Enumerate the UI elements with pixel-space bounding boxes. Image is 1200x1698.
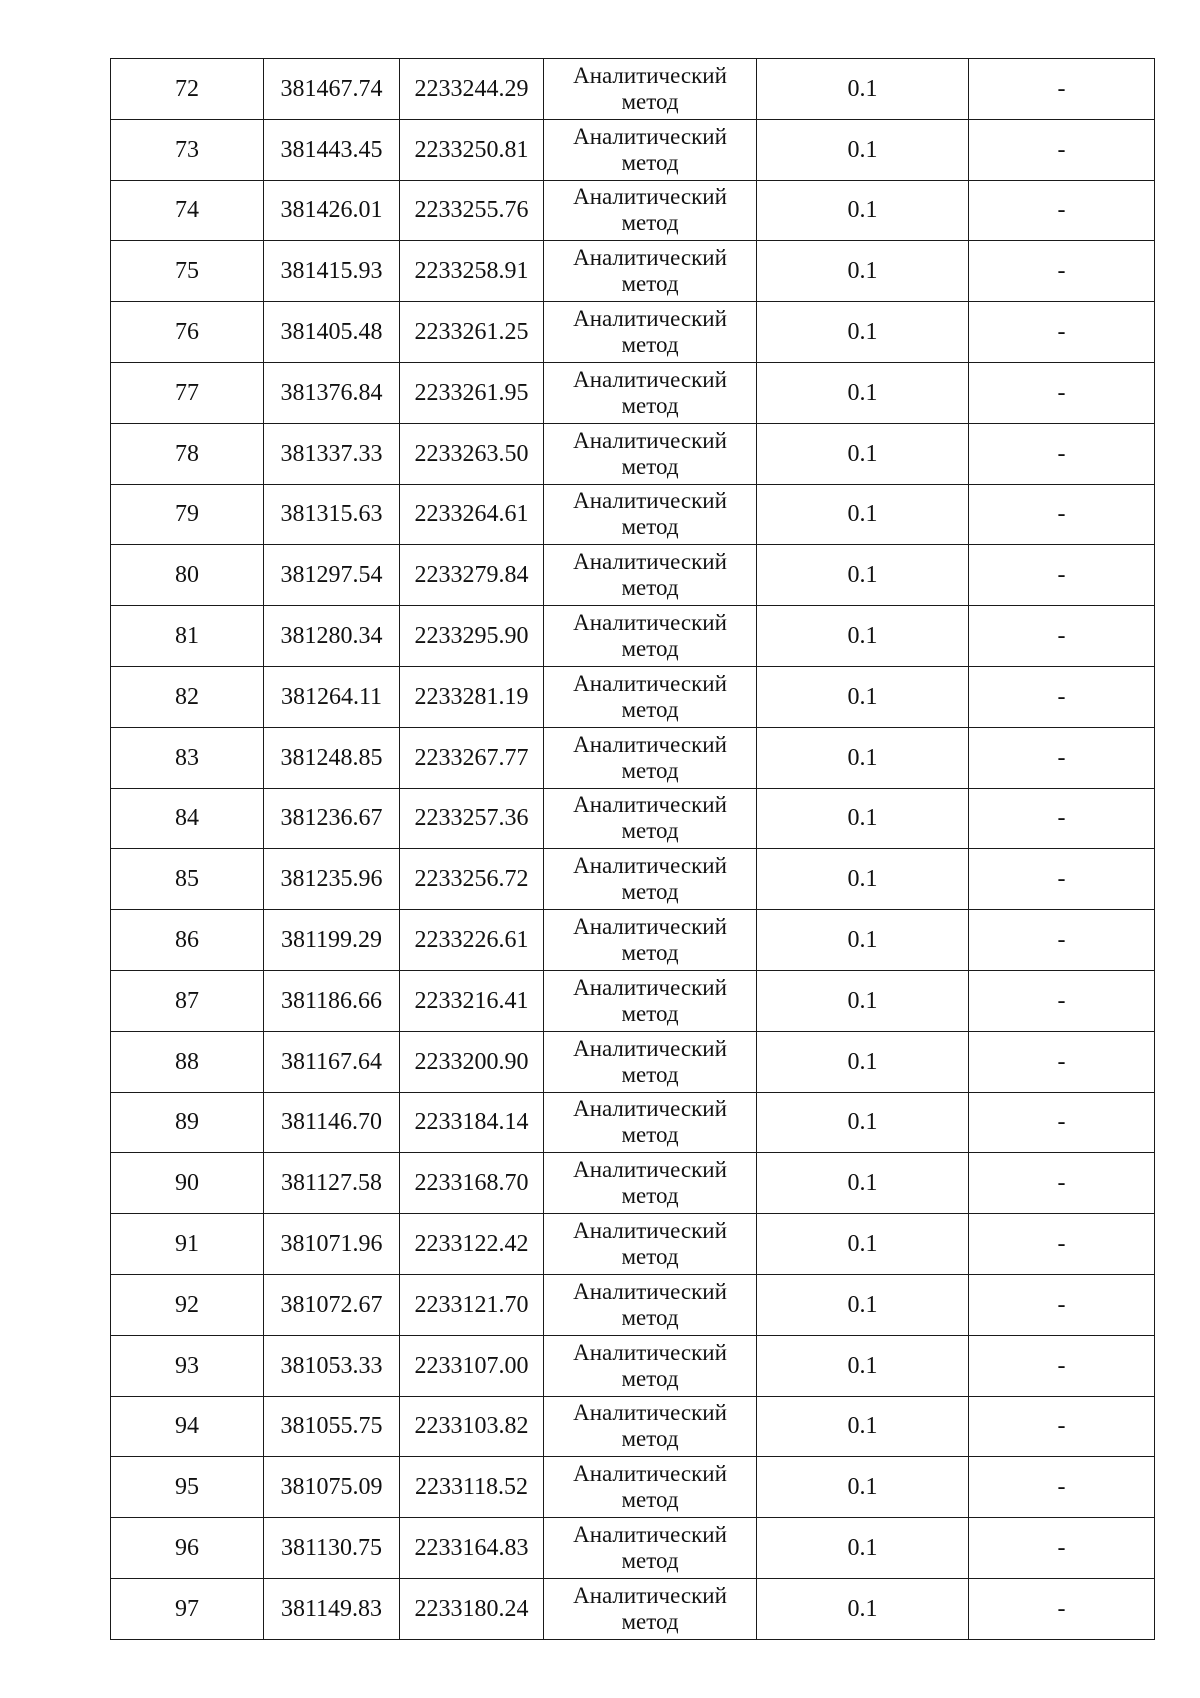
precision-cell: 0.1 [757, 423, 969, 484]
method-label-line2: метод [621, 1426, 679, 1452]
method-cell [544, 910, 757, 971]
method-label-line1: Аналитический [573, 610, 727, 636]
method-label-line1: Аналитический [573, 1035, 727, 1061]
point-number-cell: 72 [111, 59, 264, 120]
point-number-cell: 77 [111, 362, 264, 423]
x-coordinate-cell: 381467.74 [264, 59, 400, 120]
y-coordinate-cell: 2233168.70 [400, 1153, 544, 1214]
table-row [111, 241, 1155, 302]
y-coordinate-cell: 2233256.72 [400, 849, 544, 910]
note-cell: - [969, 180, 1155, 241]
x-coordinate-cell: 381315.63 [264, 484, 400, 545]
method-label-line1: Аналитический [573, 549, 727, 575]
method-label-line2: метод [621, 1487, 679, 1513]
method-cell [544, 1153, 757, 1214]
table-row [111, 1153, 1155, 1214]
method-label-line1: Аналитический [573, 1339, 727, 1365]
table-row [111, 788, 1155, 849]
table-row [111, 849, 1155, 910]
point-number-cell: 97 [111, 1578, 264, 1639]
method-cell [544, 727, 757, 788]
table-row [111, 545, 1155, 606]
note-cell: - [969, 1457, 1155, 1518]
y-coordinate-cell: 2233261.25 [400, 302, 544, 363]
x-coordinate-cell: 381167.64 [264, 1031, 400, 1092]
note-cell: - [969, 362, 1155, 423]
note-cell: - [969, 606, 1155, 667]
method-label-line1: Аналитический [573, 1157, 727, 1183]
point-number-cell: 83 [111, 727, 264, 788]
method-label-line2: метод [621, 210, 679, 236]
coordinates-table [110, 58, 1155, 1640]
precision-cell: 0.1 [757, 788, 969, 849]
table-row [111, 1031, 1155, 1092]
x-coordinate-cell: 381376.84 [264, 362, 400, 423]
method-label-line1: Аналитический [573, 1278, 727, 1304]
method-label-line2: метод [621, 1608, 679, 1634]
table-row [111, 180, 1155, 241]
table-row [111, 59, 1155, 120]
note-cell: - [969, 910, 1155, 971]
y-coordinate-cell: 2233295.90 [400, 606, 544, 667]
y-coordinate-cell: 2233121.70 [400, 1274, 544, 1335]
point-number-cell: 86 [111, 910, 264, 971]
y-coordinate-cell: 2233281.19 [400, 666, 544, 727]
method-cell [544, 788, 757, 849]
note-cell: - [969, 1092, 1155, 1153]
table-row [111, 484, 1155, 545]
x-coordinate-cell: 381130.75 [264, 1518, 400, 1579]
method-label-line1: Аналитический [573, 427, 727, 453]
table-row [111, 119, 1155, 180]
point-number-cell: 84 [111, 788, 264, 849]
precision-cell: 0.1 [757, 1335, 969, 1396]
y-coordinate-cell: 2233261.95 [400, 362, 544, 423]
x-coordinate-cell: 381280.34 [264, 606, 400, 667]
precision-cell: 0.1 [757, 1092, 969, 1153]
note-cell: - [969, 666, 1155, 727]
precision-cell: 0.1 [757, 1214, 969, 1275]
method-cell [544, 1396, 757, 1457]
table-row [111, 1457, 1155, 1518]
y-coordinate-cell: 2233118.52 [400, 1457, 544, 1518]
point-number-cell: 74 [111, 180, 264, 241]
precision-cell: 0.1 [757, 1274, 969, 1335]
method-cell [544, 1518, 757, 1579]
method-label-line2: метод [621, 514, 679, 540]
method-cell [544, 1214, 757, 1275]
precision-cell: 0.1 [757, 362, 969, 423]
point-number-cell: 89 [111, 1092, 264, 1153]
precision-cell: 0.1 [757, 1457, 969, 1518]
precision-cell: 0.1 [757, 970, 969, 1031]
precision-cell: 0.1 [757, 241, 969, 302]
x-coordinate-cell: 381149.83 [264, 1578, 400, 1639]
table-row [111, 302, 1155, 363]
method-label-line2: метод [621, 636, 679, 662]
method-cell [544, 241, 757, 302]
method-label-line2: метод [621, 453, 679, 479]
x-coordinate-cell: 381443.45 [264, 119, 400, 180]
table-row [111, 362, 1155, 423]
y-coordinate-cell: 2233107.00 [400, 1335, 544, 1396]
x-coordinate-cell: 381055.75 [264, 1396, 400, 1457]
table-row [111, 1092, 1155, 1153]
method-cell [544, 545, 757, 606]
method-label-line1: Аналитический [573, 1461, 727, 1487]
method-cell [544, 362, 757, 423]
table-row [111, 606, 1155, 667]
x-coordinate-cell: 381053.33 [264, 1335, 400, 1396]
precision-cell: 0.1 [757, 1518, 969, 1579]
point-number-cell: 80 [111, 545, 264, 606]
x-coordinate-cell: 381248.85 [264, 727, 400, 788]
y-coordinate-cell: 2233263.50 [400, 423, 544, 484]
method-label-line2: метод [621, 1548, 679, 1574]
point-number-cell: 90 [111, 1153, 264, 1214]
x-coordinate-cell: 381186.66 [264, 970, 400, 1031]
x-coordinate-cell: 381297.54 [264, 545, 400, 606]
y-coordinate-cell: 2233258.91 [400, 241, 544, 302]
method-cell [544, 970, 757, 1031]
note-cell: - [969, 119, 1155, 180]
note-cell: - [969, 1335, 1155, 1396]
y-coordinate-cell: 2233216.41 [400, 970, 544, 1031]
precision-cell: 0.1 [757, 1578, 969, 1639]
note-cell: - [969, 545, 1155, 606]
method-label-line2: метод [621, 818, 679, 844]
method-label-line1: Аналитический [573, 366, 727, 392]
note-cell: - [969, 423, 1155, 484]
method-label-line1: Аналитический [573, 1096, 727, 1122]
table-row [111, 910, 1155, 971]
y-coordinate-cell: 2233180.24 [400, 1578, 544, 1639]
precision-cell: 0.1 [757, 59, 969, 120]
x-coordinate-cell: 381236.67 [264, 788, 400, 849]
method-label-line1: Аналитический [573, 853, 727, 879]
method-label-line1: Аналитический [573, 914, 727, 940]
method-label-line2: метод [621, 1244, 679, 1270]
point-number-cell: 95 [111, 1457, 264, 1518]
point-number-cell: 81 [111, 606, 264, 667]
precision-cell: 0.1 [757, 1031, 969, 1092]
note-cell: - [969, 1578, 1155, 1639]
x-coordinate-cell: 381405.48 [264, 302, 400, 363]
note-cell: - [969, 849, 1155, 910]
method-cell [544, 1578, 757, 1639]
method-cell [544, 1457, 757, 1518]
table-row [111, 1274, 1155, 1335]
method-cell [544, 1031, 757, 1092]
method-label-line1: Аналитический [573, 1522, 727, 1548]
point-number-cell: 87 [111, 970, 264, 1031]
point-number-cell: 75 [111, 241, 264, 302]
method-label-line1: Аналитический [573, 62, 727, 88]
x-coordinate-cell: 381264.11 [264, 666, 400, 727]
method-label-line1: Аналитический [573, 731, 727, 757]
method-label-line2: метод [621, 1365, 679, 1391]
point-number-cell: 79 [111, 484, 264, 545]
note-cell: - [969, 59, 1155, 120]
method-label-line1: Аналитический [573, 488, 727, 514]
table-row [111, 423, 1155, 484]
method-label-line2: метод [621, 575, 679, 601]
method-label-line2: метод [621, 1183, 679, 1209]
method-label-line1: Аналитический [573, 792, 727, 818]
precision-cell: 0.1 [757, 1153, 969, 1214]
method-label-line2: метод [621, 696, 679, 722]
method-label-line1: Аналитический [573, 123, 727, 149]
note-cell: - [969, 1274, 1155, 1335]
note-cell: - [969, 484, 1155, 545]
point-number-cell: 94 [111, 1396, 264, 1457]
method-cell [544, 119, 757, 180]
table-row [111, 970, 1155, 1031]
method-cell [544, 606, 757, 667]
method-label-line1: Аналитический [573, 184, 727, 210]
y-coordinate-cell: 2233200.90 [400, 1031, 544, 1092]
method-label-line2: метод [621, 1000, 679, 1026]
precision-cell: 0.1 [757, 606, 969, 667]
point-number-cell: 85 [111, 849, 264, 910]
method-cell [544, 849, 757, 910]
note-cell: - [969, 1518, 1155, 1579]
method-label-line1: Аналитический [573, 1400, 727, 1426]
method-label-line2: метод [621, 1304, 679, 1330]
precision-cell: 0.1 [757, 119, 969, 180]
note-cell: - [969, 1214, 1155, 1275]
method-label-line1: Аналитический [573, 974, 727, 1000]
method-label-line2: метод [621, 271, 679, 297]
method-cell [544, 180, 757, 241]
y-coordinate-cell: 2233122.42 [400, 1214, 544, 1275]
point-number-cell: 78 [111, 423, 264, 484]
note-cell: - [969, 241, 1155, 302]
method-label-line1: Аналитический [573, 245, 727, 271]
y-coordinate-cell: 2233184.14 [400, 1092, 544, 1153]
point-number-cell: 92 [111, 1274, 264, 1335]
method-cell [544, 1092, 757, 1153]
x-coordinate-cell: 381071.96 [264, 1214, 400, 1275]
y-coordinate-cell: 2233244.29 [400, 59, 544, 120]
method-cell [544, 59, 757, 120]
y-coordinate-cell: 2233226.61 [400, 910, 544, 971]
y-coordinate-cell: 2233279.84 [400, 545, 544, 606]
coordinates-table-body [111, 59, 1155, 1640]
x-coordinate-cell: 381415.93 [264, 241, 400, 302]
x-coordinate-cell: 381426.01 [264, 180, 400, 241]
y-coordinate-cell: 2233250.81 [400, 119, 544, 180]
note-cell: - [969, 1396, 1155, 1457]
method-label-line1: Аналитический [573, 1582, 727, 1608]
point-number-cell: 93 [111, 1335, 264, 1396]
x-coordinate-cell: 381235.96 [264, 849, 400, 910]
precision-cell: 0.1 [757, 545, 969, 606]
method-label-line2: метод [621, 1122, 679, 1148]
note-cell: - [969, 302, 1155, 363]
method-cell [544, 666, 757, 727]
note-cell: - [969, 1031, 1155, 1092]
table-row [111, 1214, 1155, 1275]
x-coordinate-cell: 381199.29 [264, 910, 400, 971]
precision-cell: 0.1 [757, 727, 969, 788]
x-coordinate-cell: 381337.33 [264, 423, 400, 484]
y-coordinate-cell: 2233255.76 [400, 180, 544, 241]
x-coordinate-cell: 381075.09 [264, 1457, 400, 1518]
x-coordinate-cell: 381127.58 [264, 1153, 400, 1214]
precision-cell: 0.1 [757, 910, 969, 971]
precision-cell: 0.1 [757, 302, 969, 363]
y-coordinate-cell: 2233264.61 [400, 484, 544, 545]
method-cell [544, 1335, 757, 1396]
precision-cell: 0.1 [757, 849, 969, 910]
method-label-line2: метод [621, 332, 679, 358]
note-cell: - [969, 788, 1155, 849]
method-cell [544, 484, 757, 545]
y-coordinate-cell: 2233164.83 [400, 1518, 544, 1579]
method-label-line2: метод [621, 940, 679, 966]
point-number-cell: 73 [111, 119, 264, 180]
precision-cell: 0.1 [757, 1396, 969, 1457]
method-label-line1: Аналитический [573, 1218, 727, 1244]
method-label-line2: метод [621, 392, 679, 418]
point-number-cell: 96 [111, 1518, 264, 1579]
table-row [111, 1518, 1155, 1579]
y-coordinate-cell: 2233257.36 [400, 788, 544, 849]
point-number-cell: 76 [111, 302, 264, 363]
y-coordinate-cell: 2233267.77 [400, 727, 544, 788]
method-label-line2: метод [621, 757, 679, 783]
x-coordinate-cell: 381072.67 [264, 1274, 400, 1335]
table-row [111, 666, 1155, 727]
method-cell [544, 302, 757, 363]
y-coordinate-cell: 2233103.82 [400, 1396, 544, 1457]
precision-cell: 0.1 [757, 180, 969, 241]
method-label-line2: метод [621, 879, 679, 905]
method-label-line2: метод [621, 1061, 679, 1087]
point-number-cell: 88 [111, 1031, 264, 1092]
table-row [111, 1578, 1155, 1639]
note-cell: - [969, 1153, 1155, 1214]
note-cell: - [969, 970, 1155, 1031]
method-cell [544, 1274, 757, 1335]
method-label-line1: Аналитический [573, 670, 727, 696]
method-label-line2: метод [621, 149, 679, 175]
x-coordinate-cell: 381146.70 [264, 1092, 400, 1153]
note-cell: - [969, 727, 1155, 788]
method-label-line2: метод [621, 88, 679, 114]
method-label-line1: Аналитический [573, 306, 727, 332]
point-number-cell: 91 [111, 1214, 264, 1275]
method-cell [544, 423, 757, 484]
point-number-cell: 82 [111, 666, 264, 727]
precision-cell: 0.1 [757, 666, 969, 727]
table-row [111, 727, 1155, 788]
table-row [111, 1396, 1155, 1457]
table-row [111, 1335, 1155, 1396]
precision-cell: 0.1 [757, 484, 969, 545]
